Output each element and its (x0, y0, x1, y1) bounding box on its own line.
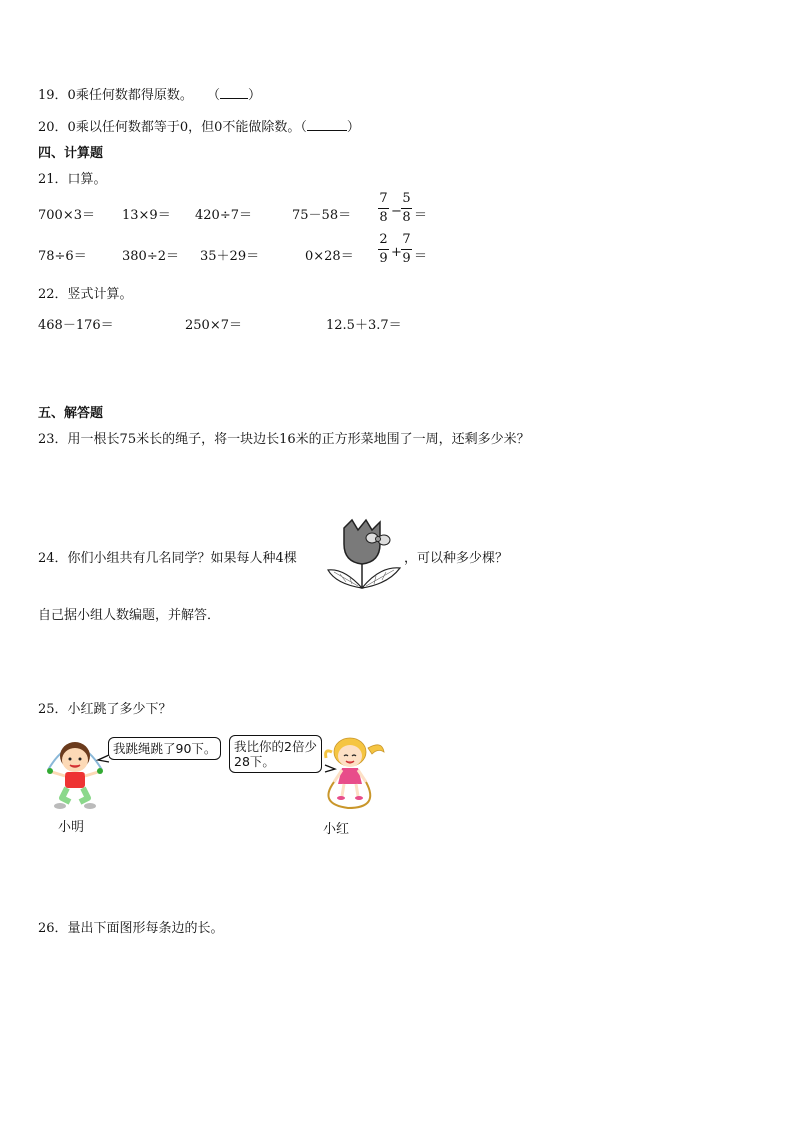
q21-row1-item-3: 420÷7＝ (195, 208, 252, 223)
bubble-tail (98, 754, 110, 764)
fraction-bar (401, 208, 412, 209)
q19-answer-blank[interactable] (220, 86, 248, 99)
frac2-b-numerator: 7 (402, 232, 411, 247)
q22-item-3: 12.5＋3.7＝ (326, 318, 402, 333)
q24-line-2: 自己据小组人数编题，并解答． (38, 608, 221, 623)
q20-paren-close: ） (346, 120, 360, 135)
frac1-b-numerator: 5 (402, 191, 411, 206)
q21-row1-item-1: 700×3＝ (38, 208, 95, 223)
boy-jumping-icon (40, 730, 110, 810)
equals-sign: ＝ (414, 249, 428, 264)
section-4-heading: 四、计算题 (38, 146, 104, 161)
question-23: 23．用一根长75米长的绳子，将一块边长16米的正方形菜地围了一周，还剩多少米？ (38, 432, 530, 447)
q19-text: 0乘任何数都得原数。 (67, 88, 193, 103)
q24-text-after: ，可以种多少棵？ (404, 551, 509, 566)
plus-sign: + (391, 245, 402, 260)
q20-number: 20． (38, 120, 68, 135)
frac2-a-denominator: 9 (379, 251, 388, 266)
speech-bubble-xiaohong (229, 735, 322, 773)
fraction-bar (401, 249, 412, 250)
flower-icon (326, 518, 406, 590)
frac2-b-denominator: 9 (402, 251, 411, 266)
q19-paren-open: （ (206, 88, 220, 103)
bubble-2-line-1: 我比你的2倍少 (234, 739, 317, 754)
question-26: 26．量出下面图形每条边的长。 (38, 921, 224, 936)
frac1-a-denominator: 8 (379, 210, 388, 225)
fraction-7-9 (401, 233, 412, 266)
q19-paren-close: ） (247, 88, 261, 103)
q21-row1-item-4: 75－58＝ (292, 208, 352, 223)
frac1-a-numerator: 7 (379, 191, 388, 206)
q24-text-before: 24．你们小组共有几名同学？如果每人种4棵 (38, 551, 297, 566)
speech-bubble-xiaoming (108, 737, 221, 760)
fraction-bar (378, 249, 389, 250)
section-5-heading: 五、解答题 (38, 406, 104, 421)
q21-row2-item-3: 35＋29＝ (200, 249, 260, 264)
question-19 (38, 84, 261, 103)
q21-title: 21．口算。 (38, 172, 107, 187)
label-xiaoming: 小明 (58, 820, 85, 835)
question-20 (38, 116, 360, 135)
q21-row1-item-2: 13×9＝ (122, 208, 171, 223)
bubble-1-text: 我跳绳跳了90下。 (113, 741, 217, 756)
q25-title: 25．小红跳了多少下？ (38, 702, 172, 717)
frac1-b-denominator: 8 (402, 210, 411, 225)
q21-row2-item-1: 78÷6＝ (38, 249, 87, 264)
girl-jumping-rope-icon (318, 734, 388, 814)
fraction-5-8 (401, 192, 412, 225)
label-xiaohong: 小红 (323, 822, 350, 837)
q20-paren-open: （ (300, 120, 307, 135)
equals-sign: ＝ (414, 208, 428, 223)
q21-row2-item-2: 380÷2＝ (122, 249, 179, 264)
fraction-bar (378, 208, 389, 209)
q22-item-1: 468－176＝ (38, 318, 114, 333)
minus-sign: − (391, 204, 402, 219)
bubble-2-line-2: 28下。 (234, 754, 275, 769)
frac2-a-numerator: 2 (379, 232, 388, 247)
q21-row2-item-4: 0×28＝ (305, 249, 354, 264)
q22-item-2: 250×7＝ (185, 318, 242, 333)
q20-text: 0乘以任何数都等于0，但0不能做除数。 (67, 120, 301, 135)
fraction-2-9 (378, 233, 389, 266)
q20-answer-blank[interactable] (307, 118, 347, 131)
q22-title: 22．竖式计算。 (38, 287, 133, 302)
fraction-7-8 (378, 192, 389, 225)
q19-number: 19． (38, 88, 68, 103)
